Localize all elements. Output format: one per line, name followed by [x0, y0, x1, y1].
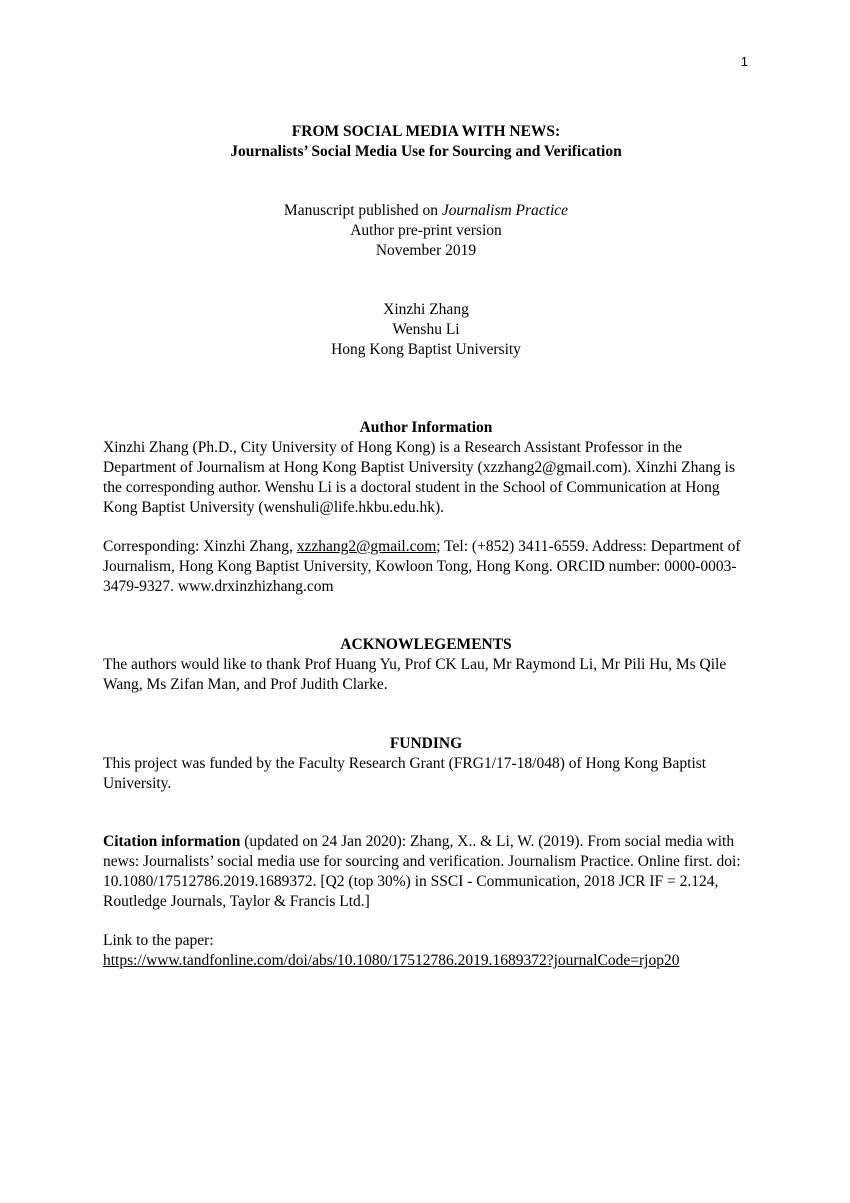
- author-information-text: Xinzhi Zhang (Ph.D., City University of Hong Kong) is a Research Assistant Professor in the Department of Journalism at Hong Kong Baptist University (xzzhang2@gmail.com). Xinzhi Zhang is the corresponding author. Wenshu Li is a doctoral student in the School of Communication at Hong Kong Baptist University (wenshuli@life.hkbu.edu.hk).: [103, 439, 735, 516]
- citation-body: (updated on 24 Jan 2020): Zhang, X.. & Li, W. (2019). From social media with news: Journalists’ social media use for sourcing and verification. Journalism Practice. Online first. doi: 10.1080/17512786.2019.1689372. [Q2 (top 30%) in SSCI - Communication, 2018 JCR IF = 2.124, Routledge Journals, Taylor & Francis Ltd.]: [103, 833, 741, 910]
- paper-subtitle: Journalists’ Social Media Use for Sourcing and Verification: [230, 143, 622, 160]
- paper-link-label: Link to the paper:: [103, 932, 214, 949]
- author-information-section: [103, 418, 749, 518]
- authors-block: [103, 300, 749, 360]
- manuscript-info: [103, 201, 749, 261]
- page-number: 1: [740, 54, 748, 69]
- published-prefix: Manuscript published on: [283, 202, 442, 219]
- affiliation: Hong Kong Baptist University: [331, 341, 521, 358]
- citation-section: [103, 832, 749, 912]
- paper-link[interactable]: https://www.tandfonline.com/doi/abs/10.1080/17512786.2019.1689372?journalCode=rjop20: [103, 952, 680, 969]
- author-information-heading: Author Information: [359, 419, 493, 436]
- citation-label: Citation information: [103, 833, 241, 850]
- acknowledgements-section: [103, 635, 749, 695]
- paper-link-section: [103, 931, 763, 971]
- corresponding-suffix: ; Tel: (+852) 3411-6559. Address: Department of Journalism, Hong Kong Baptist University, Kowloon Tong, Hong Kong. ORCID number: 0000-0003-3479-9327. www.drxinzhizhang.com: [103, 538, 741, 595]
- corresponding-text: [103, 537, 749, 597]
- date-line: November 2019: [375, 242, 477, 259]
- acknowledgements-text: The authors would like to thank Prof Huang Yu, Prof CK Lau, Mr Raymond Li, Mr Pili Hu, Ms Qile Wang, Ms Zifan Man, and Prof Judith Clarke.: [103, 656, 727, 693]
- journal-name: Journalism Practice: [441, 202, 569, 219]
- author-name: Xinzhi Zhang: [383, 301, 469, 318]
- published-line: [103, 201, 749, 221]
- title-block: [103, 122, 749, 162]
- funding-text: This project was funded by the Faculty Research Grant (FRG1/17-18/048) of Hong Kong Baptist University.: [103, 755, 707, 792]
- funding-heading: FUNDING: [389, 735, 463, 752]
- citation-text: [103, 832, 749, 912]
- corresponding-prefix: Corresponding: Xinzhi Zhang,: [103, 538, 297, 555]
- acknowledgements-heading: ACKNOWLEGEMENTS: [340, 636, 512, 653]
- version-line: Author pre-print version: [350, 222, 502, 239]
- corresponding-email-link[interactable]: xzzhang2@gmail.com: [296, 538, 437, 555]
- paper-title: FROM SOCIAL MEDIA WITH NEWS:: [291, 123, 561, 140]
- funding-section: [103, 734, 749, 794]
- corresponding-section: [103, 537, 749, 597]
- author-name: Wenshu Li: [392, 321, 460, 338]
